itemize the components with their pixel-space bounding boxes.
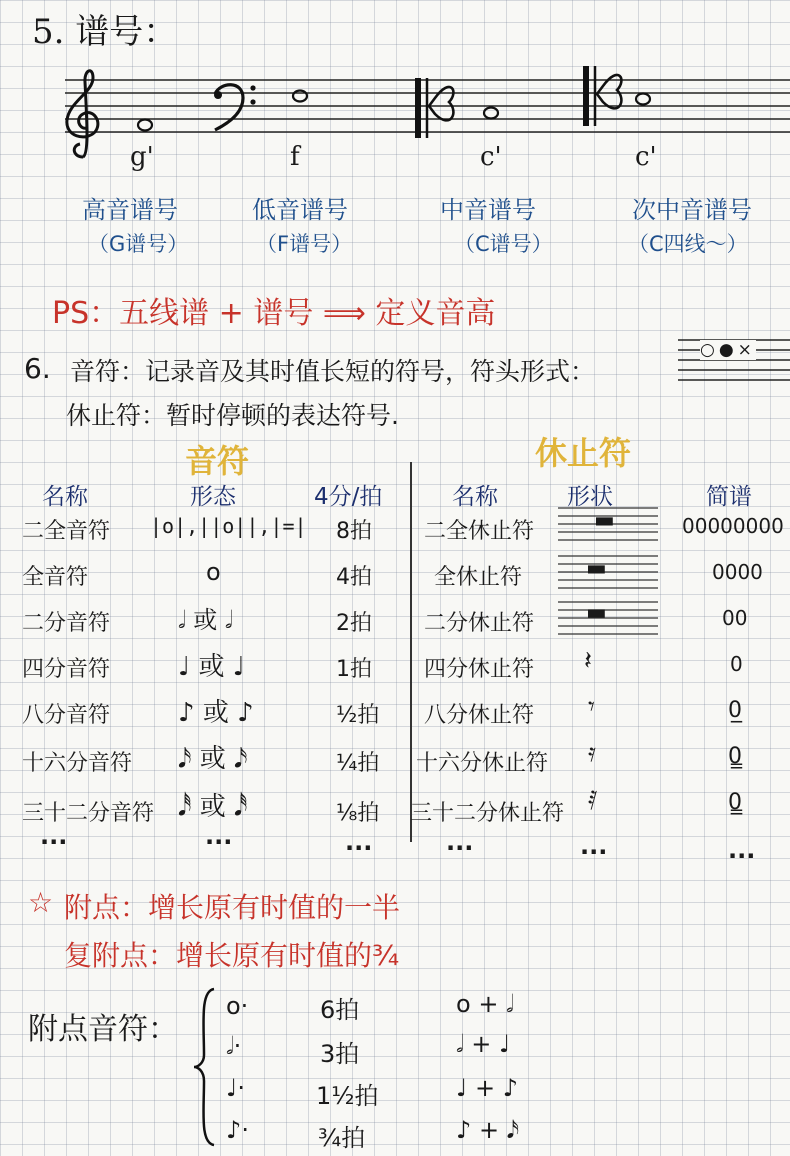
row-beats: 2拍 <box>336 611 372 636</box>
section-5-heading: 5. 谱号： <box>32 12 178 52</box>
dotted-sum: ♩ + ♪ <box>456 1074 519 1102</box>
row-rest-shape: 𝄽 <box>584 646 592 676</box>
row-rest-name: 二全休止符 <box>424 519 535 544</box>
dotted-sum: o + 𝅗𝅥 <box>456 990 514 1018</box>
header-jianpu: 简谱 <box>706 484 752 510</box>
row-jianpu: 0̳ <box>728 744 742 769</box>
dotted-beats: 1½拍 <box>316 1082 379 1110</box>
tenor-clef-alias: （C四线～） <box>628 232 748 256</box>
row-name: 十六分音符 <box>22 751 133 776</box>
row-rest-shape: ▬ <box>586 600 607 625</box>
row-shape: 𝅘𝅥𝅯 或 𝅘𝅥𝅯 <box>178 744 248 774</box>
header-rest-shape: 形状 <box>567 484 613 510</box>
row-beats: 8拍 <box>336 519 372 544</box>
tenor-clef-icon <box>583 66 621 126</box>
dotted-notes-label: 附点音符： <box>28 1012 178 1047</box>
clef-note-f: f <box>290 142 300 172</box>
alto-clef-name: 中音谱号 <box>440 196 536 224</box>
row-rest-name: 三十二分休止符 <box>410 801 565 826</box>
ellipsis-jianpu: ··· <box>728 842 756 870</box>
row-rest-name: 八分休止符 <box>424 703 535 728</box>
alto-clef-alias: （C谱号） <box>454 232 553 256</box>
row-rest-name: 二分休止符 <box>424 611 535 636</box>
ellipsis-beats: ··· <box>345 834 373 862</box>
row-shape: 𝅗𝅥 或 𝅗𝅥 <box>178 606 233 634</box>
dotted-note: 𝅗𝅥· <box>226 1032 242 1060</box>
brace <box>190 985 220 1150</box>
ellipsis-rest-shape: ··· <box>580 838 608 866</box>
row-name: 二全音符 <box>22 519 111 544</box>
header-beats: 4分/拍 <box>314 484 383 510</box>
bass-clef-icon <box>214 85 256 130</box>
row-name: 三十二分音符 <box>22 801 155 826</box>
row-rest-shape: 𝅀 <box>588 786 598 816</box>
row-beats: ½拍 <box>336 703 380 728</box>
row-jianpu: 0000 <box>712 560 763 584</box>
row-rest-name: 十六分休止符 <box>416 751 549 776</box>
row-shape: |o|,||o||,|=| <box>150 514 307 538</box>
ellipsis-name: ··· <box>40 828 68 856</box>
row-rest-name: 四分休止符 <box>424 657 535 682</box>
row-shape: o <box>206 558 221 586</box>
clef-note-g: g' <box>130 142 154 172</box>
dot-definition: 附点：增长原有时值的一半 <box>64 891 401 924</box>
note-definition: 音符：记录音及其时值长短的符号，符头形式： <box>70 357 596 386</box>
bass-clef-alias: （F谱号） <box>256 232 353 256</box>
treble-clef-name: 高音谱号 <box>82 196 178 224</box>
double-dot-definition: 复附点：增长原有时值的¾ <box>64 939 400 972</box>
table-divider <box>410 462 412 842</box>
row-name: 全音符 <box>22 565 89 590</box>
clef-note-c-alto: c' <box>480 142 502 172</box>
notes-group-title: 音符 <box>185 442 250 480</box>
clef-note-c-tenor: c' <box>635 142 657 172</box>
dotted-note: ♩· <box>226 1074 245 1102</box>
row-rest-name: 全休止符 <box>434 565 523 590</box>
header-shape: 形态 <box>190 484 236 510</box>
row-rest-shape: 𝄿 <box>588 738 596 768</box>
treble-clef-icon <box>67 71 98 157</box>
dotted-beats: 3拍 <box>320 1040 360 1068</box>
row-jianpu: 00 <box>722 606 748 630</box>
dotted-note: ♪· <box>226 1116 249 1144</box>
row-shape: 𝅘𝅥𝅰 或 𝅘𝅥𝅰 <box>178 792 248 822</box>
row-shape: ♪ 或 ♪ <box>178 698 254 728</box>
bass-clef-name: 低音谱号 <box>252 196 348 224</box>
row-name: 二分音符 <box>22 611 111 636</box>
ps-note: PS：五线谱 + 谱号 ⟹ 定义音高 <box>52 296 496 331</box>
row-jianpu: 0̳̲ <box>728 790 742 815</box>
section-6-number: 6. <box>24 352 51 385</box>
row-beats: ⅛拍 <box>336 801 380 826</box>
ellipsis-shape: ··· <box>205 828 233 856</box>
dotted-sum: 𝅗𝅥 + ♩ <box>456 1030 511 1058</box>
dotted-beats: ¾拍 <box>318 1124 366 1152</box>
dotted-note: o· <box>226 992 249 1020</box>
header-name: 名称 <box>42 484 88 510</box>
row-rest-shape: ▬ <box>586 556 607 581</box>
dotted-beats: 6拍 <box>320 996 360 1024</box>
clef-staff <box>55 62 790 167</box>
tenor-clef-name: 次中音谱号 <box>632 196 752 224</box>
header-rest-name: 名称 <box>452 484 498 510</box>
row-name: 四分音符 <box>22 657 111 682</box>
row-beats: 4拍 <box>336 565 372 590</box>
rest-definition: 休止符：暂时停顿的表达符号. <box>66 401 399 430</box>
dotted-sum: ♪ + 𝅘𝅥𝅯 <box>456 1116 520 1144</box>
row-beats: 1拍 <box>336 657 372 682</box>
row-jianpu: 00000000 <box>682 514 784 538</box>
row-beats: ¼拍 <box>336 751 380 776</box>
row-shape: ♩ 或 ♩ <box>178 652 246 682</box>
row-rest-shape: ▬ <box>594 508 615 533</box>
ellipsis-rest-name: ··· <box>446 834 474 862</box>
row-jianpu: 0̲ <box>728 698 742 723</box>
alto-clef-icon <box>415 78 453 138</box>
notehead-forms: ○●× <box>700 340 756 360</box>
row-name: 八分音符 <box>22 703 111 728</box>
treble-clef-alias: （G谱号） <box>88 232 189 256</box>
row-jianpu: 0 <box>730 652 743 676</box>
rests-group-title: 休止符 <box>535 434 632 472</box>
star-icon: ☆ <box>28 886 54 919</box>
row-rest-shape: 𝄾 <box>588 692 595 722</box>
